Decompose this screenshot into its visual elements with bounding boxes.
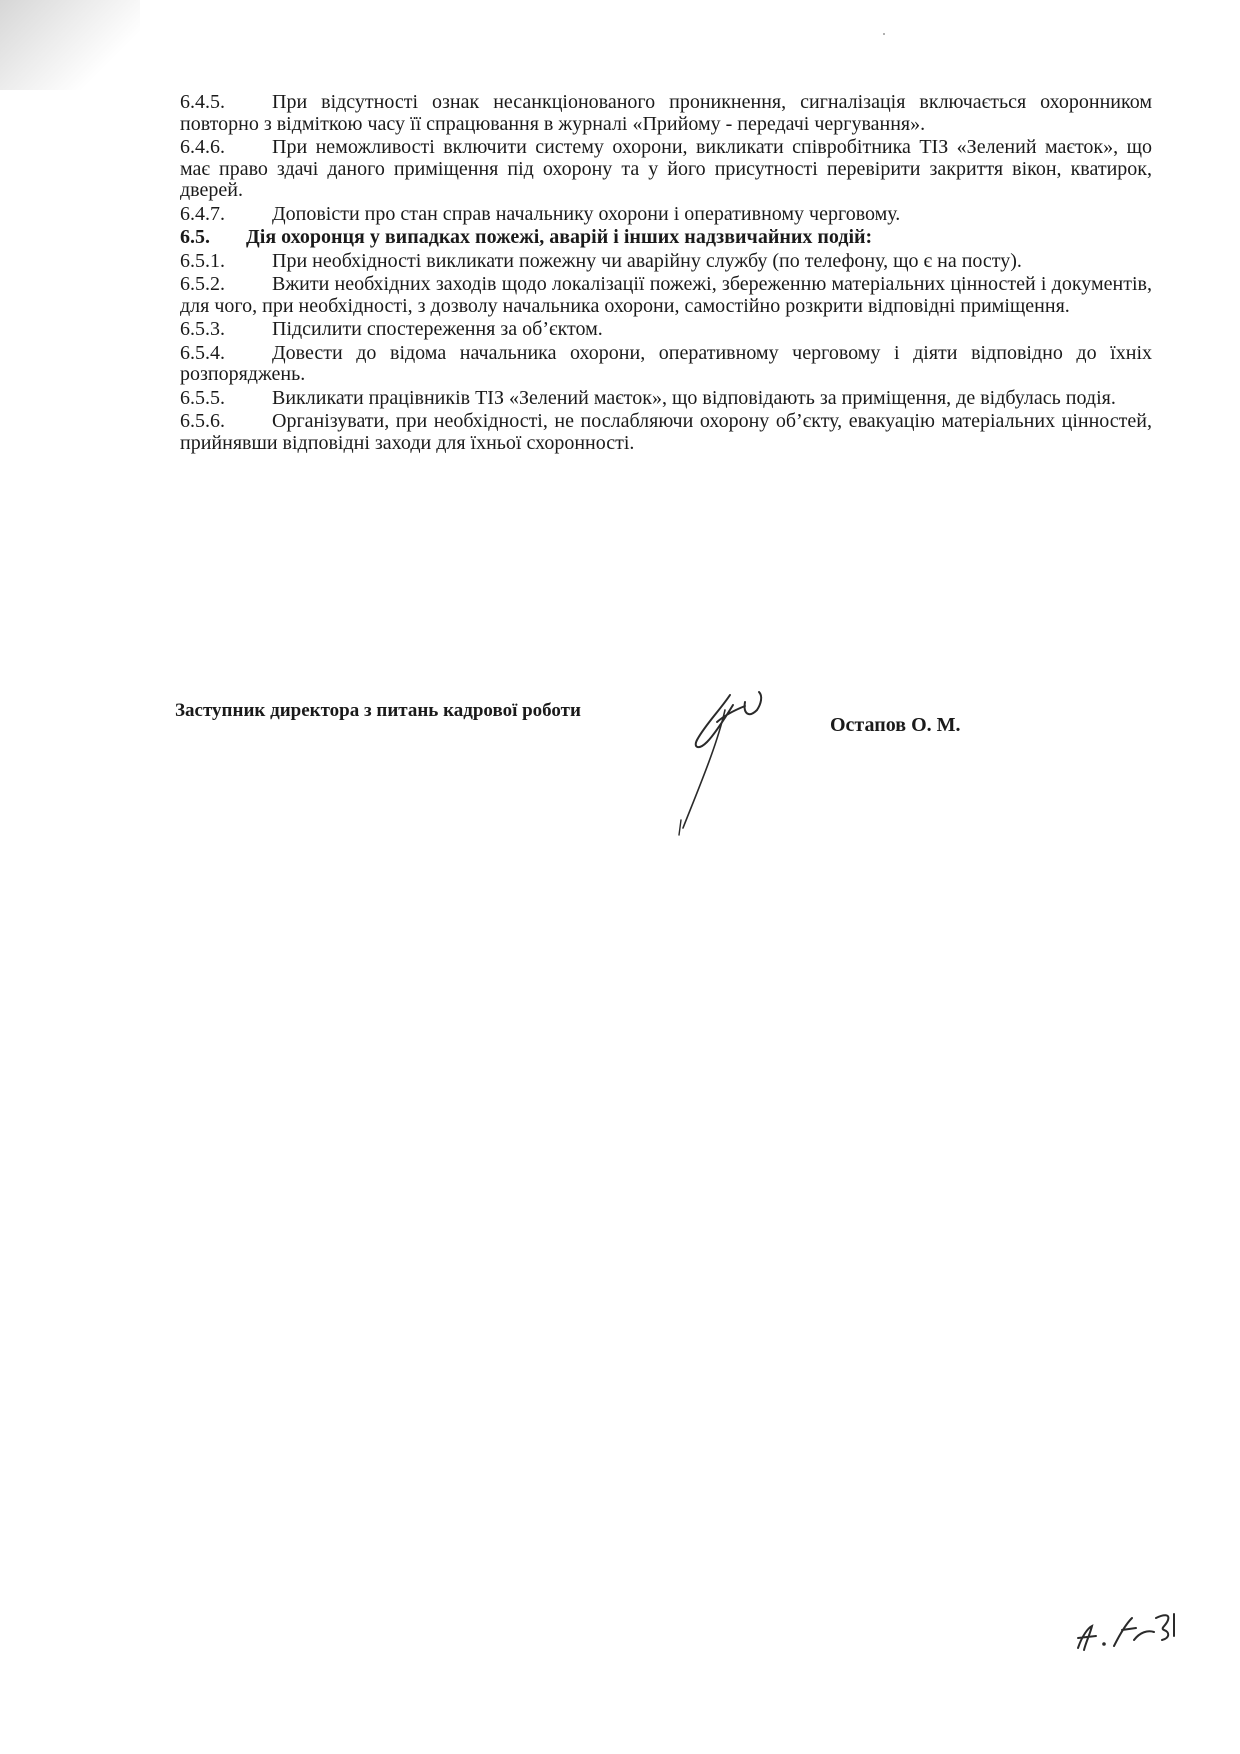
handwritten-signature bbox=[655, 670, 815, 840]
paragraph-number: 6.5.6. bbox=[180, 410, 225, 432]
paragraph-text: Підсилити спостереження за об’єктом. bbox=[272, 318, 603, 340]
paragraph-6-5-1 bbox=[180, 251, 1152, 273]
scan-shadow bbox=[0, 0, 140, 90]
paragraph-number: 6.5. bbox=[180, 226, 210, 248]
handwritten-page-mark bbox=[1070, 1600, 1190, 1655]
paragraph-6-4-5 bbox=[180, 92, 1152, 135]
paragraph-text: Дія охоронця у випадках пожежі, аварій і інших надзвичайних подій: bbox=[246, 226, 873, 248]
signature-block bbox=[175, 700, 1075, 840]
paragraph-text: При необхідності викликати пожежну чи аварійну службу (по телефону, що є на посту). bbox=[272, 249, 1022, 272]
section-heading-6-5 bbox=[180, 227, 1152, 249]
paragraph-6-5-4 bbox=[180, 343, 1152, 386]
paragraph-number: 6.4.7. bbox=[180, 202, 225, 225]
paragraph-number: 6.5.1. bbox=[180, 249, 225, 272]
paragraph-number: 6.5.3. bbox=[180, 318, 225, 340]
paragraph-text: Викликати працівників ТІЗ «Зелений маєток», що відповідають за приміщення, де відбулась подія. bbox=[272, 386, 1116, 409]
paragraph-6-5-6 bbox=[180, 411, 1152, 454]
paragraph-6-4-7 bbox=[180, 204, 1152, 226]
paragraph-6-5-2 bbox=[180, 274, 1152, 317]
paragraph-6-4-6 bbox=[180, 137, 1152, 202]
paragraph-text: Доповісти про стан справ начальнику охорони і оперативному черговому. bbox=[272, 202, 901, 225]
paragraph-number: 6.5.2. bbox=[180, 273, 225, 295]
paragraph-number: 6.5.4. bbox=[180, 341, 225, 364]
paragraph-number: 6.4.5. bbox=[180, 91, 225, 113]
paragraph-text: При відсутності ознак несанкціонованого проникнення, сигналізація включається охоронником повторно з відміткою часу її спрацювання в журналі «Прийому - передачі чергування». bbox=[180, 91, 1152, 135]
paragraph-text: Організувати, при необхідності, не послабляючи охорону об’єкту, евакуацію матеріальних цінностей, прийнявши відповідні заходи для їхньої схоронності. bbox=[180, 410, 1152, 454]
document-body bbox=[180, 92, 1152, 456]
signatory-name: Остапов О. М. bbox=[830, 714, 961, 736]
paragraph-text: Довести до відома начальника охорони, оперативному черговому і діяти відповідно до їхніх розпоряджень. bbox=[180, 341, 1152, 385]
paragraph-number: 6.4.6. bbox=[180, 136, 225, 158]
paragraph-text: При неможливості включити систему охорони, викликати співробітника ТІЗ «Зелений маєток», що має право здачі даного приміщення під охорону та у його присутності перевірити закриття вікон, кватирок, дверей. bbox=[180, 136, 1152, 201]
paragraph-number: 6.5.5. bbox=[180, 386, 225, 409]
signatory-position: Заступник директора з питань кадрової роботи bbox=[175, 700, 581, 721]
scan-speck bbox=[883, 33, 885, 35]
paragraph-6-5-5 bbox=[180, 388, 1152, 410]
paragraph-text: Вжити необхідних заходів щодо локалізації пожежі, збереженню матеріальних цінностей і документів, для чого, при необхідності, з дозволу начальника охорони, самостійно розкрити відповідні приміщення. bbox=[180, 273, 1152, 317]
paragraph-6-5-3 bbox=[180, 319, 1152, 341]
